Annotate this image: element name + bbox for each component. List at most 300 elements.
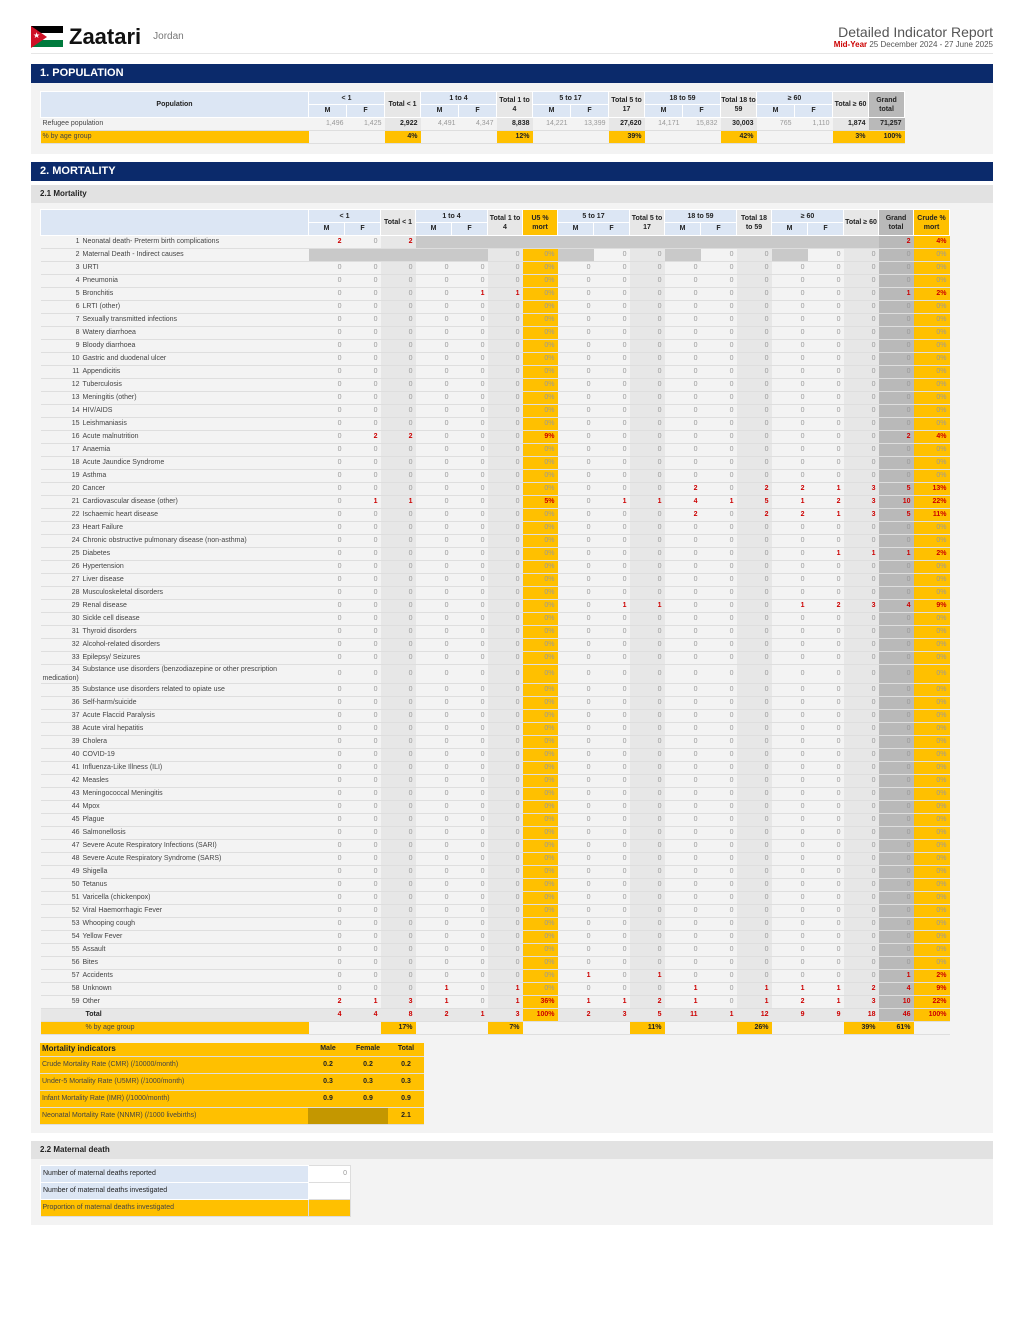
mortality-value: 0 (879, 327, 914, 340)
mortality-value: 0 (772, 522, 808, 535)
mortality-value: 0 (452, 522, 488, 535)
cause-number: 43 (71, 790, 80, 797)
mortality-value: 0 (309, 983, 345, 996)
mortality-value: 0 (558, 301, 594, 314)
mortality-value: 0 (594, 775, 630, 788)
mortality-cause (41, 944, 309, 957)
mortality-value: 0 (772, 379, 808, 392)
mortality-value: 0 (309, 366, 345, 379)
cause-name: Renal disease (82, 602, 127, 609)
mortality-value: 0 (701, 509, 737, 522)
mortality-value: 0 (701, 483, 737, 496)
mortality-value: 0 (808, 561, 844, 574)
mortality-value: 0 (772, 327, 808, 340)
mortality-value: 22% (914, 496, 950, 509)
mortality-value: 0 (772, 749, 808, 762)
pop-value: 1,496 (309, 118, 347, 131)
mortality-total-value: 18 (844, 1009, 879, 1022)
cause-name: Plague (82, 816, 105, 823)
mortality-value: 0 (558, 931, 594, 944)
mortality-total-value: 9 (772, 1009, 808, 1022)
mortality-value: 5 (879, 509, 914, 522)
mortality-value: 0% (914, 788, 950, 801)
mortality-value: 0 (416, 736, 452, 749)
mortality-value: 0 (558, 983, 594, 996)
mortality-cause (41, 639, 309, 652)
mortality-row (41, 535, 950, 548)
mortality-value: 0 (879, 340, 914, 353)
mortality-value: 0 (630, 587, 665, 600)
mortality-row (41, 496, 950, 509)
mort-m-header: M (772, 223, 808, 236)
mortality-value: 0 (701, 392, 737, 405)
mortality-value: 0 (844, 522, 879, 535)
mortality-value: 3 (844, 483, 879, 496)
mortality-value: 0 (488, 353, 523, 366)
mortality-value: 0 (594, 262, 630, 275)
mortality-value: 0 (665, 535, 701, 548)
mortality-row (41, 405, 950, 418)
pop-value: 8,838 (497, 118, 533, 131)
mortality-cause (41, 866, 309, 879)
mortality-value: 0 (844, 288, 879, 301)
mortality-cause (41, 892, 309, 905)
mortality-pct-value: 17% (381, 1022, 416, 1035)
mortality-value: 0 (558, 866, 594, 879)
mortality-value: 0 (309, 483, 345, 496)
mortality-value: 0 (309, 801, 345, 814)
cause-number: 24 (71, 537, 80, 544)
mortality-value: 0 (844, 944, 879, 957)
mortality-value: 0 (665, 905, 701, 918)
mortality-value: 0 (701, 853, 737, 866)
mortality-cause (41, 827, 309, 840)
mortality-value: 0 (416, 710, 452, 723)
mortality-value: 0 (488, 535, 523, 548)
mortality-value: 0 (879, 275, 914, 288)
mortality-row (41, 301, 950, 314)
mort-f-header: F (808, 223, 844, 236)
cause-name: Cardiovascular disease (other) (82, 498, 178, 505)
mortality-value: 0 (665, 697, 701, 710)
cause-number: 3 (75, 264, 80, 271)
mortality-value: 0 (381, 957, 416, 970)
mortality-row (41, 288, 950, 301)
cause-name: Hypertension (82, 563, 124, 570)
mortality-value: 0 (558, 879, 594, 892)
mortality-value: 0 (665, 814, 701, 827)
mortality-pct-value: 7% (488, 1022, 523, 1035)
cause-name: Acute Flaccid Paralysis (82, 712, 155, 719)
mortality-value: 0 (879, 626, 914, 639)
mortality-value: 0 (452, 652, 488, 665)
mortality-value: 11% (914, 509, 950, 522)
mortality-value: 0 (594, 301, 630, 314)
mortality-pct-blank (701, 1022, 737, 1035)
mortality-cause (41, 970, 309, 983)
mortality-row (41, 905, 950, 918)
mortality-value (558, 249, 594, 262)
cause-number: 7 (75, 316, 80, 323)
mortality-value: 0 (594, 866, 630, 879)
mortality-pct-value: 11% (630, 1022, 665, 1035)
mortality-row (41, 931, 950, 944)
mortality-value: 0 (488, 301, 523, 314)
mort-group-header: Grand total (879, 210, 914, 236)
mortality-value: 0 (772, 957, 808, 970)
mortality-value: 0 (879, 944, 914, 957)
cause-name: Musculoskeletal disorders (82, 589, 164, 596)
mortality-value: 0 (701, 775, 737, 788)
mortality-value: 0 (808, 801, 844, 814)
mortality-value (630, 236, 665, 249)
mortality-row (41, 918, 950, 931)
mortality-value: 0 (665, 652, 701, 665)
pop-group-header: ≥ 60 (757, 92, 833, 105)
mort-group-header: Total ≥ 60 (844, 210, 879, 236)
mortality-value: 0 (808, 866, 844, 879)
mortality-value: 0 (808, 827, 844, 840)
mortality-value: 0 (665, 431, 701, 444)
mortality-value: 0 (879, 892, 914, 905)
mortality-value: 2 (879, 431, 914, 444)
mortality-value: 0 (879, 522, 914, 535)
mortality-total-value: 100% (914, 1009, 950, 1022)
mortality-value: 2 (772, 509, 808, 522)
mortality-value: 0 (452, 697, 488, 710)
mortality-value: 0 (488, 710, 523, 723)
mortality-value: 0 (558, 561, 594, 574)
cause-name: Salmonellosis (82, 829, 126, 836)
mortality-value: 0 (488, 522, 523, 535)
mortality-value: 9% (914, 600, 950, 613)
site-name: Zaatari (69, 23, 142, 49)
mortality-value: 0 (345, 353, 381, 366)
mortality-value: 0% (523, 483, 558, 496)
mortality-value: 0 (594, 457, 630, 470)
cause-number: 59 (71, 998, 80, 1005)
mortality-value: 2 (309, 236, 345, 249)
mort-m-header: M (665, 223, 701, 236)
mortality-value: 1 (488, 996, 523, 1009)
mortality-value: 0% (914, 587, 950, 600)
mortality-row (41, 996, 950, 1009)
mortality-value: 0 (737, 535, 772, 548)
mortality-value: 0 (737, 340, 772, 353)
mortality-value: 0 (665, 944, 701, 957)
mortality-value: 0 (309, 288, 345, 301)
mortality-value: 0 (772, 366, 808, 379)
cause-name: Cancer (82, 485, 106, 492)
mortality-value: 1 (594, 600, 630, 613)
cause-name: Severe Acute Respiratory Syndrome (SARS) (82, 855, 222, 862)
pop-f-header: F (571, 105, 609, 118)
mortality-value: 0% (523, 814, 558, 827)
mortality-value: 0 (345, 470, 381, 483)
mortality-value: 0 (737, 366, 772, 379)
mortality-value: 0 (772, 801, 808, 814)
mortality-value: 0 (808, 762, 844, 775)
mortality-row (41, 392, 950, 405)
mortality-value: 0 (381, 710, 416, 723)
mortality-value: 0 (345, 840, 381, 853)
mortality-row (41, 444, 950, 457)
mortality-value: 0 (558, 762, 594, 775)
mortality-value: 0% (523, 853, 558, 866)
mortality-value: 0 (808, 905, 844, 918)
mortality-value: 0 (309, 470, 345, 483)
mortality-value: 36% (523, 996, 558, 1009)
mortality-cause (41, 379, 309, 392)
report-period: Mid-Year 25 December 2024 - 27 June 2025 (833, 40, 993, 49)
mortality-value: 0 (381, 366, 416, 379)
mortality-value: 0% (523, 340, 558, 353)
mortality-value: 0 (665, 522, 701, 535)
mortality-value: 0 (345, 736, 381, 749)
mortality-cause (41, 814, 309, 827)
mortality-value: 0 (558, 736, 594, 749)
mortality-value: 0 (844, 535, 879, 548)
mortality-value: 0 (665, 710, 701, 723)
mortality-value: 0 (416, 600, 452, 613)
mortality-value: 0 (594, 970, 630, 983)
mortality-value: 1 (772, 983, 808, 996)
mortality-value: 0 (558, 522, 594, 535)
cause-name: Acute Jaundice Syndrome (82, 459, 165, 466)
mortality-value: 0% (523, 639, 558, 652)
mortality-value: 0 (737, 697, 772, 710)
mortality-value: 0 (345, 236, 381, 249)
cause-number: 52 (71, 907, 80, 914)
mortality-value: 0 (808, 723, 844, 736)
mortality-total-value: 4 (345, 1009, 381, 1022)
pop-m-header: M (309, 105, 347, 118)
cause-name: Asthma (82, 472, 107, 479)
mortality-value: 0 (594, 522, 630, 535)
maternal-label: Number of maternal deaths reported (41, 1165, 309, 1182)
mortality-cause (41, 587, 309, 600)
mortality-value: 0 (808, 697, 844, 710)
mortality-value: 0 (452, 710, 488, 723)
mortality-value (345, 249, 381, 262)
mortality-value: 0 (772, 892, 808, 905)
mortality-value (381, 249, 416, 262)
pop-blank (533, 131, 571, 144)
mortality-value: 0 (808, 957, 844, 970)
mortality-value: 0 (345, 827, 381, 840)
mortality-value: 0% (914, 665, 950, 684)
mortality-value: 0 (808, 366, 844, 379)
mortality-cause (41, 626, 309, 639)
mortality-value: 0% (523, 379, 558, 392)
mortality-value: 0% (914, 827, 950, 840)
mortality-value: 0 (345, 684, 381, 697)
mortality-value: 0 (701, 762, 737, 775)
mortality-value: 0 (452, 840, 488, 853)
mortality-value: 0 (381, 944, 416, 957)
mortality-value: 0 (558, 509, 594, 522)
mortality-value: 2 (772, 483, 808, 496)
pop-group-header: 5 to 17 (533, 92, 609, 105)
mortality-value: 0% (523, 944, 558, 957)
mortality-value: 0 (416, 262, 452, 275)
mortality-value: 0% (914, 470, 950, 483)
mortality-value: 0 (630, 301, 665, 314)
mortality-value: 0 (630, 444, 665, 457)
indicator-female: 0.3 (348, 1073, 388, 1090)
cause-number: 28 (71, 589, 80, 596)
pop-pct-row (41, 131, 905, 144)
mortality-value: 0 (345, 600, 381, 613)
mortality-value: 0 (488, 788, 523, 801)
cause-name: Substance use disorders related to opiate use (82, 686, 225, 693)
mortality-value: 0 (737, 736, 772, 749)
mortality-value: 0 (808, 710, 844, 723)
mortality-value: 0% (523, 931, 558, 944)
mortality-value: 0 (665, 600, 701, 613)
mortality-value: 0 (345, 327, 381, 340)
mortality-value: 0 (416, 970, 452, 983)
pop-group-header: Total ≥ 60 (833, 92, 869, 118)
mortality-value (416, 249, 452, 262)
mortality-value: 0 (381, 561, 416, 574)
mortality-value: 0 (630, 561, 665, 574)
mortality-value: 22% (914, 996, 950, 1009)
mortality-value: 0 (772, 905, 808, 918)
mortality-row (41, 788, 950, 801)
mortality-value: 0 (558, 853, 594, 866)
mortality-value: 0 (594, 652, 630, 665)
mortality-value: 0 (416, 444, 452, 457)
mortality-value: 0 (488, 574, 523, 587)
mortality-value: 0 (844, 866, 879, 879)
mortality-value: 0 (381, 288, 416, 301)
mortality-value: 0 (558, 431, 594, 444)
cause-name: URTI (82, 264, 99, 271)
mortality-cause (41, 983, 309, 996)
mortality-value: 0 (737, 522, 772, 535)
cause-name: Appendicitis (82, 368, 121, 375)
mortality-value: 0 (488, 483, 523, 496)
mortality-value: 10 (879, 496, 914, 509)
mortality-value: 0 (488, 509, 523, 522)
mortality-value: 0 (345, 710, 381, 723)
mortality-value: 0 (879, 639, 914, 652)
mortality-pct-blank (309, 1022, 345, 1035)
mortality-value: 0 (345, 788, 381, 801)
mortality-value: 0 (701, 444, 737, 457)
mortality-value: 0% (523, 587, 558, 600)
mortality-value: 0 (772, 353, 808, 366)
mortality-value: 0 (416, 866, 452, 879)
mortality-value: 0 (772, 574, 808, 587)
mortality-value: 0 (594, 814, 630, 827)
pop-pct-value: 12% (497, 131, 533, 144)
mortality-value: 0 (772, 548, 808, 561)
mort-f-header: F (594, 223, 630, 236)
mortality-row (41, 840, 950, 853)
mortality-value: 0 (452, 587, 488, 600)
mortality-value: 0 (772, 587, 808, 600)
mortality-value: 0 (630, 665, 665, 684)
mortality-value: 0 (808, 418, 844, 431)
mortality-value: 0 (488, 684, 523, 697)
mortality-value: 0 (772, 970, 808, 983)
mortality-total-value: 12 (737, 1009, 772, 1022)
maternal-row (41, 1165, 351, 1182)
mort-group-header: 5 to 17 (558, 210, 630, 223)
mortality-value: 0 (488, 736, 523, 749)
mortality-value: 0 (701, 639, 737, 652)
mortality-value: 0% (523, 801, 558, 814)
mortality-value: 0 (309, 853, 345, 866)
mortality-value: 0 (416, 496, 452, 509)
mortality-value: 0 (558, 288, 594, 301)
mortality-value: 0 (737, 840, 772, 853)
mortality-value: 0 (416, 470, 452, 483)
mortality-value: 0% (523, 775, 558, 788)
mortality-row (41, 483, 950, 496)
mortality-value: 0 (558, 697, 594, 710)
mortality-value: 0 (416, 801, 452, 814)
pop-value: 71,257 (869, 118, 905, 131)
mortality-value: 0 (701, 957, 737, 970)
mortality-value: 0 (558, 613, 594, 626)
mortality-cause (41, 275, 309, 288)
mortality-value: 2 (345, 431, 381, 444)
mortality-value: 0 (630, 957, 665, 970)
pop-m-header: M (757, 105, 795, 118)
cause-name: Liver disease (82, 576, 124, 583)
mortality-value: 0% (914, 366, 950, 379)
mortality-value: 9% (523, 431, 558, 444)
cause-number: 42 (71, 777, 80, 784)
mortality-value: 0 (772, 866, 808, 879)
mortality-pct-blank (416, 1022, 452, 1035)
mortality-value: 0 (381, 522, 416, 535)
report-title: Detailed Indicator Report (838, 24, 993, 40)
mortality-value: 0 (309, 301, 345, 314)
mortality-cause (41, 522, 309, 535)
mort-group-header: Total 18 to 59 (737, 210, 772, 236)
mortality-value: 0 (844, 879, 879, 892)
mortality-value: 0% (523, 840, 558, 853)
mortality-value: 0 (488, 970, 523, 983)
mortality-value: 0 (381, 853, 416, 866)
mortality-value: 0 (452, 418, 488, 431)
mortality-value: 0 (665, 405, 701, 418)
mortality-value: 0 (309, 275, 345, 288)
mortality-value: 1 (558, 970, 594, 983)
cause-number: 4 (75, 277, 80, 284)
cause-number: 10 (71, 355, 80, 362)
mortality-value: 0 (630, 483, 665, 496)
cause-number: 50 (71, 881, 80, 888)
mortality-cause (41, 249, 309, 262)
cause-name: Alcohol-related disorders (82, 641, 160, 648)
cause-number: 31 (71, 628, 80, 635)
cause-name: Anaemia (82, 446, 111, 453)
mortality-value: 0 (844, 574, 879, 587)
mortality-value: 0 (381, 827, 416, 840)
mortality-value: 0 (416, 301, 452, 314)
mortality-total-value: 100% (523, 1009, 558, 1022)
indicator-male: 0.9 (308, 1090, 348, 1107)
mortality-value: 0 (630, 944, 665, 957)
mortality-value: 0 (416, 353, 452, 366)
pop-value: 27,620 (609, 118, 645, 131)
mortality-value: 0 (665, 314, 701, 327)
